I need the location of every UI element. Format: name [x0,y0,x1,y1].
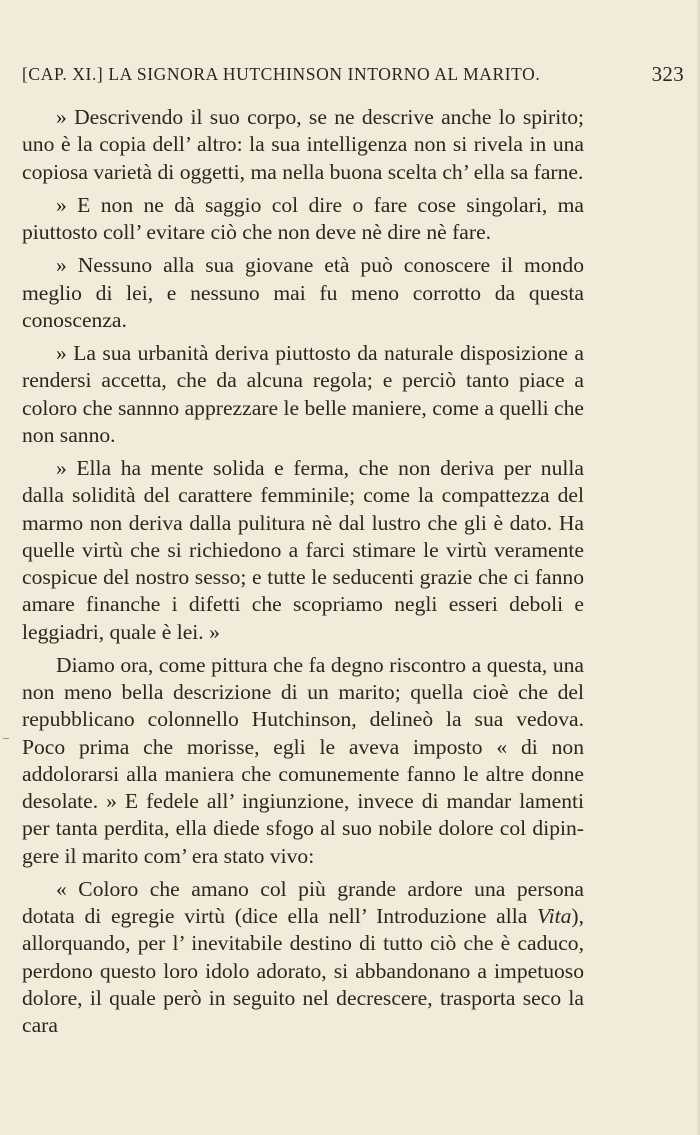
italic-title: Vita [537,904,572,928]
paragraph: » E non ne dà saggio col dire o fare cose singolari, ma piuttosto coll’ evitare ciò che non deve nè dire nè fare. [22,192,584,244]
body-text [22,104,584,1039]
page-edge-shadow [696,0,700,1135]
paragraph: » Descrivendo il suo corpo, se ne descrive anche lo spirito; uno è la copia dell’ altro: la sua intelligenza non si rivela in una copiosa varietà di oggetti, ma nella buona scelta ch’ ella sa farne. [22,105,584,184]
margin-mark [3,738,9,739]
paragraph: » Ella ha mente solida e ferma, che non deriva per nulla dalla solidità del carattere femminile; come la compattezza del marmo non deriva dalla pulitura nè dal lustro che gli è dato. Ha quelle virtù che si richiedono a farci stimare le virtù veramente cospicue del nostro sesso; e tutte le seducenti grazie che ci fanno amare finanche i difetti che scopriamo negli esseri deboli e leggiadri, quale è lei. » [22,456,584,644]
quote-text-start: « Coloro che amano col più grande ardore una persona dotata di egregie virtù (dice ella nell’ Introduzione alla [22,876,584,928]
paragraph: Diamo ora, come pittura che fa degno riscontro a questa, una non meno bella descrizione di un marito; quella cioè che del repubblicano colonnello Hutchinson, delineò la sua vedova. Poco prima che morisse, egli le aveva imposto « di non addolorarsi alla maniera che comunemente fanno le altre donne desolate. » E fedele all’ ingiunzione, invece di mandar lamenti per tanta perdita, ella diede sfogo al suo nobile dolore col dipingere il marito com’ era stato vivo: [22,652,584,868]
quote-text-end: ), allorquando, per l’ inevitabile destino di tutto ciò che è caduco, perdono questo loro idolo adorato, si abbandonano a impetuoso dolore, il quale però in seguito nel decrescere, trasporta seco la cara [22,904,584,1037]
paragraph: » La sua urbanità deriva piuttosto da naturale disposizione a rendersi accetta, che da alcuna regola; e perciò tanto piace a coloro che sannno apprezzare le belle maniere, come a quelli che non sanno. [22,341,584,447]
chapter-heading: [CAP. XI.] LA SIGNORA HUTCHINSON INTORNO AL MARITO. [22,64,541,84]
paragraph: » Nessuno alla sua giovane età può conoscere il mondo meglio di lei, e nessuno mai fu meno corrotto da questa conoscenza. [22,253,584,332]
page-number: 323 [651,62,684,86]
running-header [22,64,684,90]
paragraph [22,876,584,1040]
